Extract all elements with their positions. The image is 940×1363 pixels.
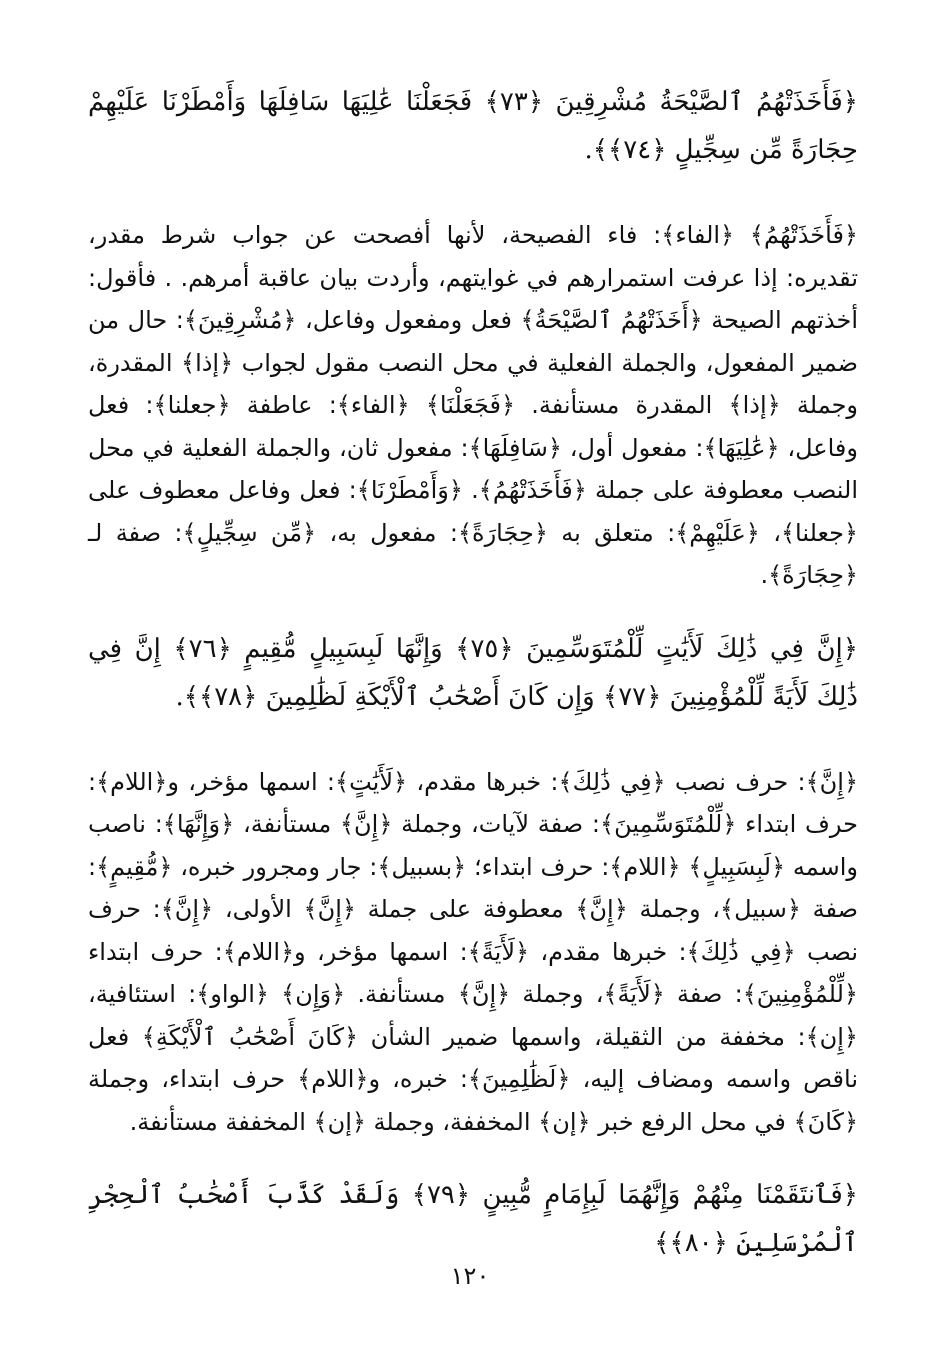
quran-verse-73-74 — [88, 78, 858, 174]
grammar-commentary-73-74 — [88, 214, 858, 597]
verse-text: ﴿فَأَخَذَتْهُمُ ٱلصَّيْحَةُ مُشْرِقِينَ ﴿٧٣﴾ فَجَعَلْنَا عَٰلِيَهَا سَافِلَهَا وَأَمْطَرْنَا عَلَيْهِمْ حِجَارَةً مِّن سِجِّيلٍ ﴿٧٤﴾﴾. — [88, 87, 858, 165]
commentary-text: ﴿فَأَخَذَتْهُمُ﴾ ﴿الفاء﴾: فاء الفصيحة، لأنها أفصحت عن جواب شرط مقدر، تقديره: إذا عرفت استمرارهم في غوايتهم، وأردت بيان عاقبة أمرهم. . فأقول: أخذتهم الصيحة ﴿أَخَذَتْهُمُ ٱلصَّيْحَةُ﴾ فعل ومفعول وفاعل، ﴿مُشْرِقِينَ﴾: حال من ضمير المفعول، والجملة الفعلية في محل النصب مقول لجواب ﴿إذا﴾ المقدرة، وجملة ﴿إذا﴾ المقدرة مستأنفة. ﴿فَجَعَلْنَا﴾ ﴿الفاء﴾: عاطفة ﴿جعلنا﴾: فعل وفاعل، ﴿عَٰلِيَهَا﴾: مفعول أول، ﴿سَافِلَهَا﴾: مفعول ثان، والجملة الفعلية في محل النصب معطوفة على جملة ﴿فَأَخَذَتْهُمُ﴾. ﴿وَأَمْطَرْنَا﴾: فعل وفاعل معطوف على ﴿جعلنا﴾، ﴿عَلَيْهِمْ﴾: متعلق به ﴿حِجَارَةً﴾: مفعول به، ﴿مِّن سِجِّيلٍ﴾: صفة لـ ﴿حِجَارَةً﴾. — [88, 221, 858, 589]
quran-verse-75-78 — [88, 625, 858, 721]
quran-verse-79-80 — [88, 1171, 858, 1267]
verse-text: ﴿إِنَّ فِي ذَٰلِكَ لَأَيَٰتٍ لِّلْمُتَوَسِّمِينَ ﴿٧٥﴾ وَإِنَّهَا لَبِسَبِيلٍ مُّقِيمٍ ﴿٧٦﴾ إِنَّ فِي ذَٰلِكَ لَأَيَةً لِّلْمُؤْمِنِينَ ﴿٧٧﴾ وَإِن كَانَ أَصْحَٰبُ ٱلْأَيْكَةِ لَظَٰلِمِينَ ﴿٧٨﴾﴾. — [88, 633, 859, 712]
grammar-commentary-75-78 — [88, 761, 858, 1144]
page-body — [88, 78, 858, 1307]
page-number: ١٢٠ — [450, 1262, 490, 1290]
verse-text: ﴿فَٱنتَقَمْنَا مِنْهُمْ وَإِنَّهُمَا لَبِإِمَامٍ مُّبِينٍ ﴿٧٩﴾ وَلَقَدْ كَذَّبَ أَصْحَٰبُ ٱلْحِجْرِ ٱلْمُرْسَلِينَ ﴿٨٠﴾﴾ — [88, 1180, 858, 1258]
commentary-text: ﴿إِنَّ﴾: حرف نصب ﴿فِي ذَٰلِكَ﴾: خبرها مقدم، ﴿لَأَيَٰتٍ﴾: اسمها مؤخر، و﴿اللام﴾: حرف ابتداء ﴿لِّلْمُتَوَسِّمِينَ﴾: صفة لآيات، وجملة ﴿إِنَّ﴾ مستأنفة، ﴿وَإِنَّهَا﴾: ناصب واسمه ﴿لَبِسَبِيلٍ﴾ ﴿اللام﴾: حرف ابتداء؛ ﴿بسبيل﴾: جار ومجرور خبره، ﴿مُّقِيمٍ﴾: صفة ﴿سبيل﴾، وجملة ﴿إِنَّ﴾ معطوفة على جملة ﴿إِنَّ﴾ الأولى، ﴿إِنَّ﴾: حرف نصب ﴿فِي ذَٰلِكَ﴾: خبرها مقدم، ﴿لَأَيَةً﴾: اسمها مؤخر، و﴿اللام﴾: حرف ابتداء ﴿لِّلْمُؤْمِنِينَ﴾: صفة ﴿لَأَيَةً﴾، وجملة ﴿إِنَّ﴾ مستأنفة. ﴿وَإِن﴾ ﴿الواو﴾: استئافية، ﴿إِن﴾: مخففة من الثقيلة، واسمها ضمير الشأن ﴿كَانَ أَصْحَٰبُ ٱلْأَيْكَةِ﴾ فعل ناقص واسمه ومضاف إليه، ﴿لَظَٰلِمِينَ﴾: خبره، و﴿اللام﴾ حرف ابتداء، وجملة ﴿كَانَ﴾ في محل الرفع خبر ﴿إن﴾ المخففة، وجملة ﴿إن﴾ المخففة مستأنفة. — [88, 767, 858, 1136]
